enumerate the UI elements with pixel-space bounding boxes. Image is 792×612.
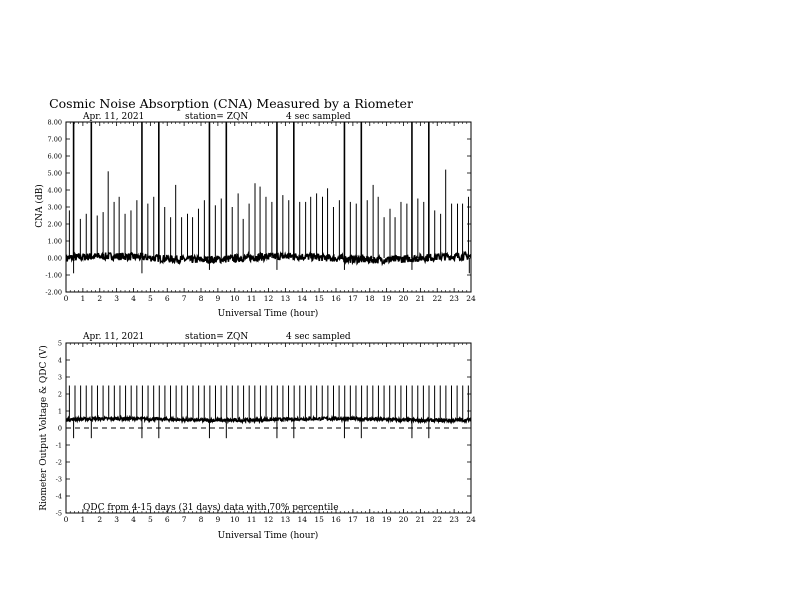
voltage-series	[66, 417, 471, 422]
panel2-station: station= ZQN	[185, 332, 249, 342]
y-tick-label: -4	[55, 492, 62, 501]
x-tick-label: 19	[381, 294, 392, 303]
y-tick-label: -3	[55, 475, 62, 484]
x-tick-label: 7	[181, 294, 187, 303]
y-tick-label: 8.00	[47, 118, 62, 127]
y-tick-label: -1.00	[45, 271, 62, 280]
x-tick-label: 8	[198, 515, 204, 524]
x-tick-label: 15	[314, 515, 324, 524]
y-tick-label: 6.00	[47, 152, 62, 161]
x-tick-label: 24	[466, 294, 476, 303]
y-tick-label: 3.00	[47, 203, 62, 212]
plot-data	[66, 122, 471, 273]
x-tick-label: 9	[215, 515, 221, 524]
x-tick-label: 22	[432, 294, 443, 303]
x-tick-label: 17	[348, 294, 358, 303]
panel2-annotation: QDC from 4-15 days (31 days) data with 70% percentile	[83, 503, 339, 513]
x-tick-label: 12	[263, 515, 274, 524]
x-tick-label: 5	[147, 515, 153, 524]
x-tick-label: 18	[364, 294, 375, 303]
panel2-sampling: 4 sec sampled	[286, 332, 351, 342]
x-tick-label: 10	[229, 294, 240, 303]
x-tick-label: 21	[415, 294, 426, 303]
y-tick-label: 2	[57, 390, 62, 399]
x-tick-label: 9	[215, 294, 221, 303]
x-tick-label: 13	[280, 294, 291, 303]
y-tick-label: 4.00	[47, 186, 62, 195]
x-tick-label: 20	[398, 515, 409, 524]
y-tick-label: 1.00	[47, 237, 62, 246]
y-tick-label: 0	[57, 424, 62, 433]
x-tick-label: 14	[297, 294, 308, 303]
x-tick-label: 12	[263, 294, 274, 303]
y-tick-label: -1	[55, 441, 62, 450]
x-tick-label: 18	[364, 515, 375, 524]
x-tick-label: 1	[80, 515, 86, 524]
panel2-ylabel: Riometer Output Voltage & QDC (V)	[39, 345, 49, 511]
x-tick-label: 16	[331, 294, 341, 303]
voltage-panel	[56, 340, 476, 525]
x-tick-label: 3	[114, 294, 120, 303]
x-tick-label: 2	[97, 515, 103, 524]
x-tick-label: 22	[432, 515, 443, 524]
x-tick-label: 4	[131, 294, 136, 303]
y-tick-label: 7.00	[47, 135, 62, 144]
x-tick-label: 23	[449, 294, 459, 303]
panel1-date: Apr. 11, 2021	[83, 112, 145, 122]
y-tick-label: -2	[55, 458, 62, 467]
plot-data	[66, 386, 471, 439]
y-tick-label: 5.00	[47, 169, 62, 178]
y-tick-label: 3	[57, 373, 62, 382]
y-tick-label: 4	[57, 356, 62, 365]
x-tick-label: 0	[63, 294, 69, 303]
panel2-xlabel: Universal Time (hour)	[217, 531, 319, 541]
x-tick-label: 11	[246, 515, 257, 524]
x-tick-label: 21	[415, 515, 426, 524]
figure-title: Cosmic Noise Absorption (CNA) Measured by a Riometer	[49, 96, 413, 111]
x-tick-label: 17	[348, 515, 358, 524]
panel1-xlabel: Universal Time (hour)	[217, 309, 319, 319]
x-tick-label: 23	[449, 515, 459, 524]
x-tick-label: 1	[80, 294, 86, 303]
cna-baseline-series	[66, 253, 471, 264]
x-tick-label: 24	[466, 515, 476, 524]
panel1-station: station= ZQN	[185, 112, 249, 122]
y-tick-label: 5	[57, 339, 62, 348]
plot-frame	[66, 122, 471, 292]
x-tick-label: 4	[131, 515, 136, 524]
x-tick-label: 19	[381, 515, 392, 524]
x-tick-label: 7	[181, 515, 187, 524]
x-tick-label: 16	[331, 515, 341, 524]
x-tick-label: 6	[164, 294, 170, 303]
panel1-sampling: 4 sec sampled	[286, 112, 351, 122]
x-tick-label: 11	[246, 294, 257, 303]
x-tick-label: 2	[97, 294, 103, 303]
panel1-ylabel: CNA (dB)	[35, 184, 45, 228]
y-tick-label: -5	[55, 509, 62, 518]
y-tick-label: -2.00	[45, 288, 62, 297]
y-tick-label: 0.00	[47, 254, 62, 263]
y-tick-label: 1	[57, 407, 62, 416]
x-tick-label: 14	[297, 515, 308, 524]
x-tick-label: 3	[114, 515, 120, 524]
panel2-date: Apr. 11, 2021	[83, 332, 145, 342]
x-tick-label: 15	[314, 294, 324, 303]
x-tick-label: 0	[63, 515, 69, 524]
x-tick-label: 20	[398, 294, 409, 303]
x-tick-label: 5	[147, 294, 153, 303]
x-tick-label: 10	[229, 515, 240, 524]
x-tick-label: 6	[164, 515, 170, 524]
x-tick-label: 8	[198, 294, 204, 303]
cna-panel	[45, 119, 476, 304]
x-tick-label: 13	[280, 515, 291, 524]
y-tick-label: 2.00	[47, 220, 62, 229]
